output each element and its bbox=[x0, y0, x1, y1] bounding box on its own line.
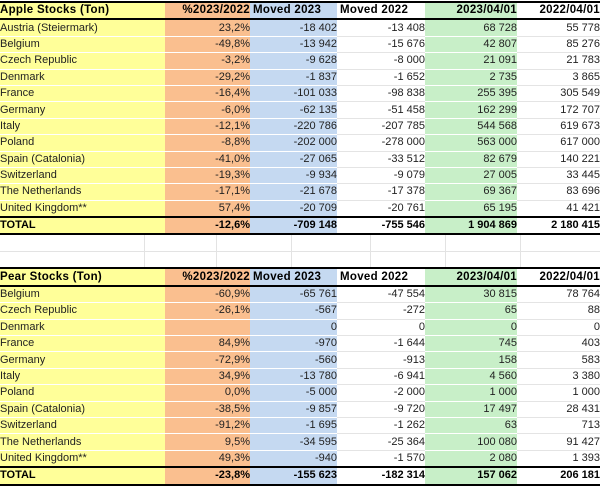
cell-stock-2023[interactable]: 17 497 bbox=[425, 401, 517, 417]
cell-moved-2023[interactable]: -560 bbox=[250, 352, 337, 368]
cell-percent[interactable]: -3,2% bbox=[165, 53, 250, 69]
cell-stock-2023[interactable]: 27 005 bbox=[425, 167, 517, 183]
cell-country[interactable]: Germany bbox=[0, 102, 165, 118]
table-row bbox=[0, 303, 600, 319]
cell-stock-2023[interactable]: 563 000 bbox=[425, 135, 517, 151]
cell-stock-2022[interactable]: 83 696 bbox=[517, 184, 600, 200]
cell-moved-2023[interactable]: 0 bbox=[250, 319, 337, 335]
cell-moved-2022[interactable]: -33 512 bbox=[337, 151, 425, 167]
table-row bbox=[0, 53, 600, 69]
column-header-moved-2022[interactable]: Moved 2022 bbox=[337, 268, 425, 285]
cell-moved-2023[interactable]: -970 bbox=[250, 336, 337, 352]
cell-stock-2023[interactable]: 745 bbox=[425, 336, 517, 352]
cell-moved-2022[interactable]: -1 652 bbox=[337, 69, 425, 85]
table-row bbox=[0, 368, 600, 384]
cell-moved-2022[interactable]: -278 000 bbox=[337, 135, 425, 151]
total-percent[interactable]: -23,8% bbox=[165, 467, 250, 484]
cell-percent[interactable]: -49,8% bbox=[165, 36, 250, 52]
empty-cell[interactable] bbox=[291, 251, 370, 267]
column-header-moved-2023[interactable]: Moved 2023 bbox=[250, 268, 337, 285]
cell-moved-2022[interactable]: -1 262 bbox=[337, 417, 425, 433]
cell-stock-2022[interactable]: 55 778 bbox=[517, 19, 600, 36]
table-row bbox=[0, 336, 600, 352]
column-header-moved-2023[interactable]: Moved 2023 bbox=[250, 2, 337, 19]
cell-country[interactable]: Austria (Steiermark) bbox=[0, 19, 165, 36]
cell-moved-2022[interactable]: -2 000 bbox=[337, 385, 425, 401]
cell-moved-2022[interactable]: -9 720 bbox=[337, 401, 425, 417]
cell-moved-2023[interactable]: -13 780 bbox=[250, 368, 337, 384]
cell-moved-2023[interactable]: -62 135 bbox=[250, 102, 337, 118]
table-row bbox=[0, 19, 600, 36]
total-moved-2022[interactable]: -182 314 bbox=[337, 467, 425, 484]
column-header-percent[interactable]: %2023/2022 bbox=[165, 2, 250, 19]
cell-stock-2023[interactable]: 68 728 bbox=[425, 19, 517, 36]
cell-stock-2023[interactable]: 544 568 bbox=[425, 118, 517, 134]
cell-stock-2023[interactable]: 21 091 bbox=[425, 53, 517, 69]
cell-country[interactable]: Belgium bbox=[0, 36, 165, 52]
pear-total-row bbox=[0, 467, 600, 484]
cell-stock-2022[interactable]: 33 445 bbox=[517, 167, 600, 183]
cell-percent[interactable]: -91,2% bbox=[165, 417, 250, 433]
cell-moved-2022[interactable]: -6 941 bbox=[337, 368, 425, 384]
column-header-percent[interactable]: %2023/2022 bbox=[165, 268, 250, 285]
table-row bbox=[0, 417, 600, 433]
cell-country[interactable]: United Kingdom** bbox=[0, 200, 165, 217]
cell-stock-2022[interactable]: 3 865 bbox=[517, 69, 600, 85]
empty-cell[interactable] bbox=[144, 235, 216, 251]
empty-cell[interactable] bbox=[291, 235, 370, 251]
empty-rows bbox=[0, 235, 600, 267]
table-row bbox=[0, 184, 600, 200]
cell-percent[interactable]: -26,1% bbox=[165, 303, 250, 319]
total-stock-2022[interactable]: 2 180 415 bbox=[517, 217, 600, 234]
cell-country[interactable]: The Netherlands bbox=[0, 434, 165, 450]
cell-country[interactable]: Italy bbox=[0, 368, 165, 384]
pear-table-title[interactable]: Pear Stocks (Ton) bbox=[0, 268, 165, 285]
cell-moved-2023[interactable]: -202 000 bbox=[250, 135, 337, 151]
cell-country[interactable]: Belgium bbox=[0, 286, 165, 303]
empty-cell[interactable] bbox=[520, 235, 600, 251]
cell-stock-2022[interactable]: 619 673 bbox=[517, 118, 600, 134]
cell-stock-2022[interactable]: 403 bbox=[517, 336, 600, 352]
cell-stock-2023[interactable]: 0 bbox=[425, 319, 517, 335]
cell-percent[interactable]: -41,0% bbox=[165, 151, 250, 167]
cell-stock-2023[interactable]: 4 560 bbox=[425, 368, 517, 384]
empty-cell[interactable] bbox=[370, 251, 445, 267]
empty-cell[interactable] bbox=[216, 251, 291, 267]
apple-table-title[interactable]: Apple Stocks (Ton) bbox=[0, 2, 165, 19]
cell-stock-2022[interactable]: 140 221 bbox=[517, 151, 600, 167]
cell-moved-2022[interactable]: -272 bbox=[337, 303, 425, 319]
table-row bbox=[0, 69, 600, 85]
table-row bbox=[0, 36, 600, 52]
column-header-stock-2023[interactable]: 2023/04/01 bbox=[425, 268, 517, 285]
cell-moved-2022[interactable]: -47 554 bbox=[337, 286, 425, 303]
cell-country[interactable]: Czech Republic bbox=[0, 303, 165, 319]
cell-stock-2023[interactable]: 100 080 bbox=[425, 434, 517, 450]
table-row bbox=[0, 102, 600, 118]
table-row bbox=[0, 167, 600, 183]
cell-country[interactable]: Italy bbox=[0, 118, 165, 134]
empty-cell[interactable] bbox=[445, 235, 520, 251]
cell-stock-2023[interactable]: 82 679 bbox=[425, 151, 517, 167]
table-row bbox=[0, 434, 600, 450]
cell-country[interactable]: Denmark bbox=[0, 69, 165, 85]
cell-stock-2023[interactable]: 255 395 bbox=[425, 85, 517, 101]
cell-stock-2023[interactable]: 158 bbox=[425, 352, 517, 368]
cell-moved-2023[interactable]: -220 786 bbox=[250, 118, 337, 134]
cell-percent[interactable] bbox=[165, 319, 250, 335]
cell-percent[interactable]: -19,3% bbox=[165, 167, 250, 183]
cell-stock-2023[interactable]: 63 bbox=[425, 417, 517, 433]
table-row bbox=[0, 401, 600, 417]
cell-stock-2022[interactable]: 78 764 bbox=[517, 286, 600, 303]
table-row bbox=[0, 135, 600, 151]
total-stock-2023[interactable]: 1 904 869 bbox=[425, 217, 517, 234]
table-row bbox=[0, 200, 600, 217]
cell-stock-2022[interactable]: 85 276 bbox=[517, 36, 600, 52]
table-row bbox=[0, 151, 600, 167]
cell-moved-2023[interactable]: -101 033 bbox=[250, 85, 337, 101]
table-row bbox=[0, 286, 600, 303]
table-row bbox=[0, 118, 600, 134]
cell-stock-2023[interactable]: 1 000 bbox=[425, 385, 517, 401]
cell-moved-2023[interactable]: -34 595 bbox=[250, 434, 337, 450]
cell-stock-2022[interactable]: 88 bbox=[517, 303, 600, 319]
empty-row bbox=[0, 251, 600, 267]
cell-moved-2022[interactable]: -15 676 bbox=[337, 36, 425, 52]
cell-stock-2022[interactable]: 1 000 bbox=[517, 385, 600, 401]
cell-moved-2022[interactable]: -25 364 bbox=[337, 434, 425, 450]
cell-country[interactable]: Spain (Catalonia) bbox=[0, 151, 165, 167]
column-header-moved-2022[interactable]: Moved 2022 bbox=[337, 2, 425, 19]
apple-header-row bbox=[0, 2, 600, 19]
cell-stock-2023[interactable]: 65 bbox=[425, 303, 517, 319]
empty-cell[interactable] bbox=[216, 235, 291, 251]
cell-stock-2023[interactable]: 69 367 bbox=[425, 184, 517, 200]
cell-percent[interactable]: 9,5% bbox=[165, 434, 250, 450]
empty-cell[interactable] bbox=[0, 235, 144, 251]
cell-country[interactable]: Poland bbox=[0, 135, 165, 151]
cell-stock-2022[interactable]: 713 bbox=[517, 417, 600, 433]
apple-stocks-table bbox=[0, 1, 600, 235]
table-row bbox=[0, 385, 600, 401]
pear-stocks-table bbox=[0, 267, 600, 485]
cell-percent[interactable]: 49,3% bbox=[165, 450, 250, 467]
total-label[interactable]: TOTAL bbox=[0, 217, 165, 234]
cell-moved-2022[interactable]: 0 bbox=[337, 319, 425, 335]
cell-stock-2023[interactable]: 42 807 bbox=[425, 36, 517, 52]
cell-percent[interactable]: 0,0% bbox=[165, 385, 250, 401]
cell-stock-2022[interactable]: 1 393 bbox=[517, 450, 600, 467]
cell-country[interactable]: Czech Republic bbox=[0, 53, 165, 69]
cell-stock-2023[interactable]: 2 080 bbox=[425, 450, 517, 467]
cell-moved-2022[interactable]: -17 378 bbox=[337, 184, 425, 200]
cell-stock-2023[interactable]: 30 815 bbox=[425, 286, 517, 303]
cell-moved-2022[interactable]: -913 bbox=[337, 352, 425, 368]
cell-percent[interactable]: 57,4% bbox=[165, 200, 250, 217]
cell-country[interactable]: Switzerland bbox=[0, 417, 165, 433]
total-moved-2023[interactable]: -709 148 bbox=[250, 217, 337, 234]
cell-percent[interactable]: 23,2% bbox=[165, 19, 250, 36]
empty-cell[interactable] bbox=[445, 251, 520, 267]
cell-moved-2023[interactable]: -567 bbox=[250, 303, 337, 319]
cell-moved-2022[interactable]: -1 644 bbox=[337, 336, 425, 352]
cell-stock-2022[interactable]: 28 431 bbox=[517, 401, 600, 417]
cell-moved-2022[interactable]: -20 761 bbox=[337, 200, 425, 217]
apple-total-row bbox=[0, 217, 600, 234]
cell-country[interactable]: Germany bbox=[0, 352, 165, 368]
cell-stock-2022[interactable]: 305 549 bbox=[517, 85, 600, 101]
cell-percent[interactable]: -60,9% bbox=[165, 286, 250, 303]
cell-stock-2022[interactable]: 617 000 bbox=[517, 135, 600, 151]
total-stock-2023[interactable]: 157 062 bbox=[425, 467, 517, 484]
cell-stock-2022[interactable]: 3 380 bbox=[517, 368, 600, 384]
cell-moved-2023[interactable]: -27 065 bbox=[250, 151, 337, 167]
cell-stock-2023[interactable]: 65 195 bbox=[425, 200, 517, 217]
cell-country[interactable]: Denmark bbox=[0, 319, 165, 335]
table-row bbox=[0, 85, 600, 101]
cell-percent[interactable]: -72,9% bbox=[165, 352, 250, 368]
cell-country[interactable]: Poland bbox=[0, 385, 165, 401]
cell-stock-2022[interactable]: 172 707 bbox=[517, 102, 600, 118]
column-header-stock-2022[interactable]: 2022/04/01 bbox=[517, 2, 600, 19]
column-header-stock-2023[interactable]: 2023/04/01 bbox=[425, 2, 517, 19]
total-stock-2022[interactable]: 206 181 bbox=[517, 467, 600, 484]
cell-percent[interactable]: -6,0% bbox=[165, 102, 250, 118]
cell-moved-2022[interactable]: -1 570 bbox=[337, 450, 425, 467]
empty-cell[interactable] bbox=[0, 251, 144, 267]
total-label[interactable]: TOTAL bbox=[0, 467, 165, 484]
cell-country[interactable]: The Netherlands bbox=[0, 184, 165, 200]
cell-moved-2023[interactable]: -9 857 bbox=[250, 401, 337, 417]
cell-country[interactable]: United Kingdom** bbox=[0, 450, 165, 467]
cell-country[interactable]: Spain (Catalonia) bbox=[0, 401, 165, 417]
cell-stock-2022[interactable]: 0 bbox=[517, 319, 600, 335]
cell-stock-2022[interactable]: 41 421 bbox=[517, 200, 600, 217]
empty-cell[interactable] bbox=[520, 251, 600, 267]
cell-percent[interactable]: -17,1% bbox=[165, 184, 250, 200]
empty-cell[interactable] bbox=[370, 235, 445, 251]
cell-moved-2022[interactable]: -8 000 bbox=[337, 53, 425, 69]
table-row bbox=[0, 352, 600, 368]
cell-moved-2023[interactable]: -20 709 bbox=[250, 200, 337, 217]
cell-percent[interactable]: -29,2% bbox=[165, 69, 250, 85]
cell-percent[interactable]: 84,9% bbox=[165, 336, 250, 352]
cell-moved-2023[interactable]: -1 695 bbox=[250, 417, 337, 433]
cell-moved-2023[interactable]: -9 934 bbox=[250, 167, 337, 183]
table-row bbox=[0, 450, 600, 467]
cell-moved-2023[interactable]: -65 761 bbox=[250, 286, 337, 303]
cell-moved-2022[interactable]: -98 838 bbox=[337, 85, 425, 101]
cell-moved-2023[interactable]: -18 402 bbox=[250, 19, 337, 36]
cell-stock-2022[interactable]: 21 783 bbox=[517, 53, 600, 69]
column-header-stock-2022[interactable]: 2022/04/01 bbox=[517, 268, 600, 285]
cell-stock-2022[interactable]: 91 427 bbox=[517, 434, 600, 450]
cell-moved-2023[interactable]: -5 000 bbox=[250, 385, 337, 401]
cell-percent[interactable]: -12,1% bbox=[165, 118, 250, 134]
cell-moved-2023[interactable]: -9 628 bbox=[250, 53, 337, 69]
cell-country[interactable]: France bbox=[0, 85, 165, 101]
cell-moved-2022[interactable]: -207 785 bbox=[337, 118, 425, 134]
pear-header-row bbox=[0, 268, 600, 285]
cell-moved-2023[interactable]: -940 bbox=[250, 450, 337, 467]
cell-percent[interactable]: -16,4% bbox=[165, 85, 250, 101]
cell-moved-2022[interactable]: -13 408 bbox=[337, 19, 425, 36]
cell-moved-2023[interactable]: -13 942 bbox=[250, 36, 337, 52]
cell-percent[interactable]: 34,9% bbox=[165, 368, 250, 384]
cell-percent[interactable]: -38,5% bbox=[165, 401, 250, 417]
total-moved-2022[interactable]: -755 546 bbox=[337, 217, 425, 234]
total-percent[interactable]: -12,6% bbox=[165, 217, 250, 234]
cell-stock-2023[interactable]: 162 299 bbox=[425, 102, 517, 118]
cell-stock-2023[interactable]: 2 735 bbox=[425, 69, 517, 85]
cell-percent[interactable]: -8,8% bbox=[165, 135, 250, 151]
cell-moved-2023[interactable]: -1 837 bbox=[250, 69, 337, 85]
cell-country[interactable]: France bbox=[0, 336, 165, 352]
cell-moved-2022[interactable]: -51 458 bbox=[337, 102, 425, 118]
cell-moved-2023[interactable]: -21 678 bbox=[250, 184, 337, 200]
total-moved-2023[interactable]: -155 623 bbox=[250, 467, 337, 484]
cell-moved-2022[interactable]: -9 079 bbox=[337, 167, 425, 183]
empty-row bbox=[0, 235, 600, 251]
cell-stock-2022[interactable]: 583 bbox=[517, 352, 600, 368]
empty-cell[interactable] bbox=[144, 251, 216, 267]
table-row bbox=[0, 319, 600, 335]
cell-country[interactable]: Switzerland bbox=[0, 167, 165, 183]
